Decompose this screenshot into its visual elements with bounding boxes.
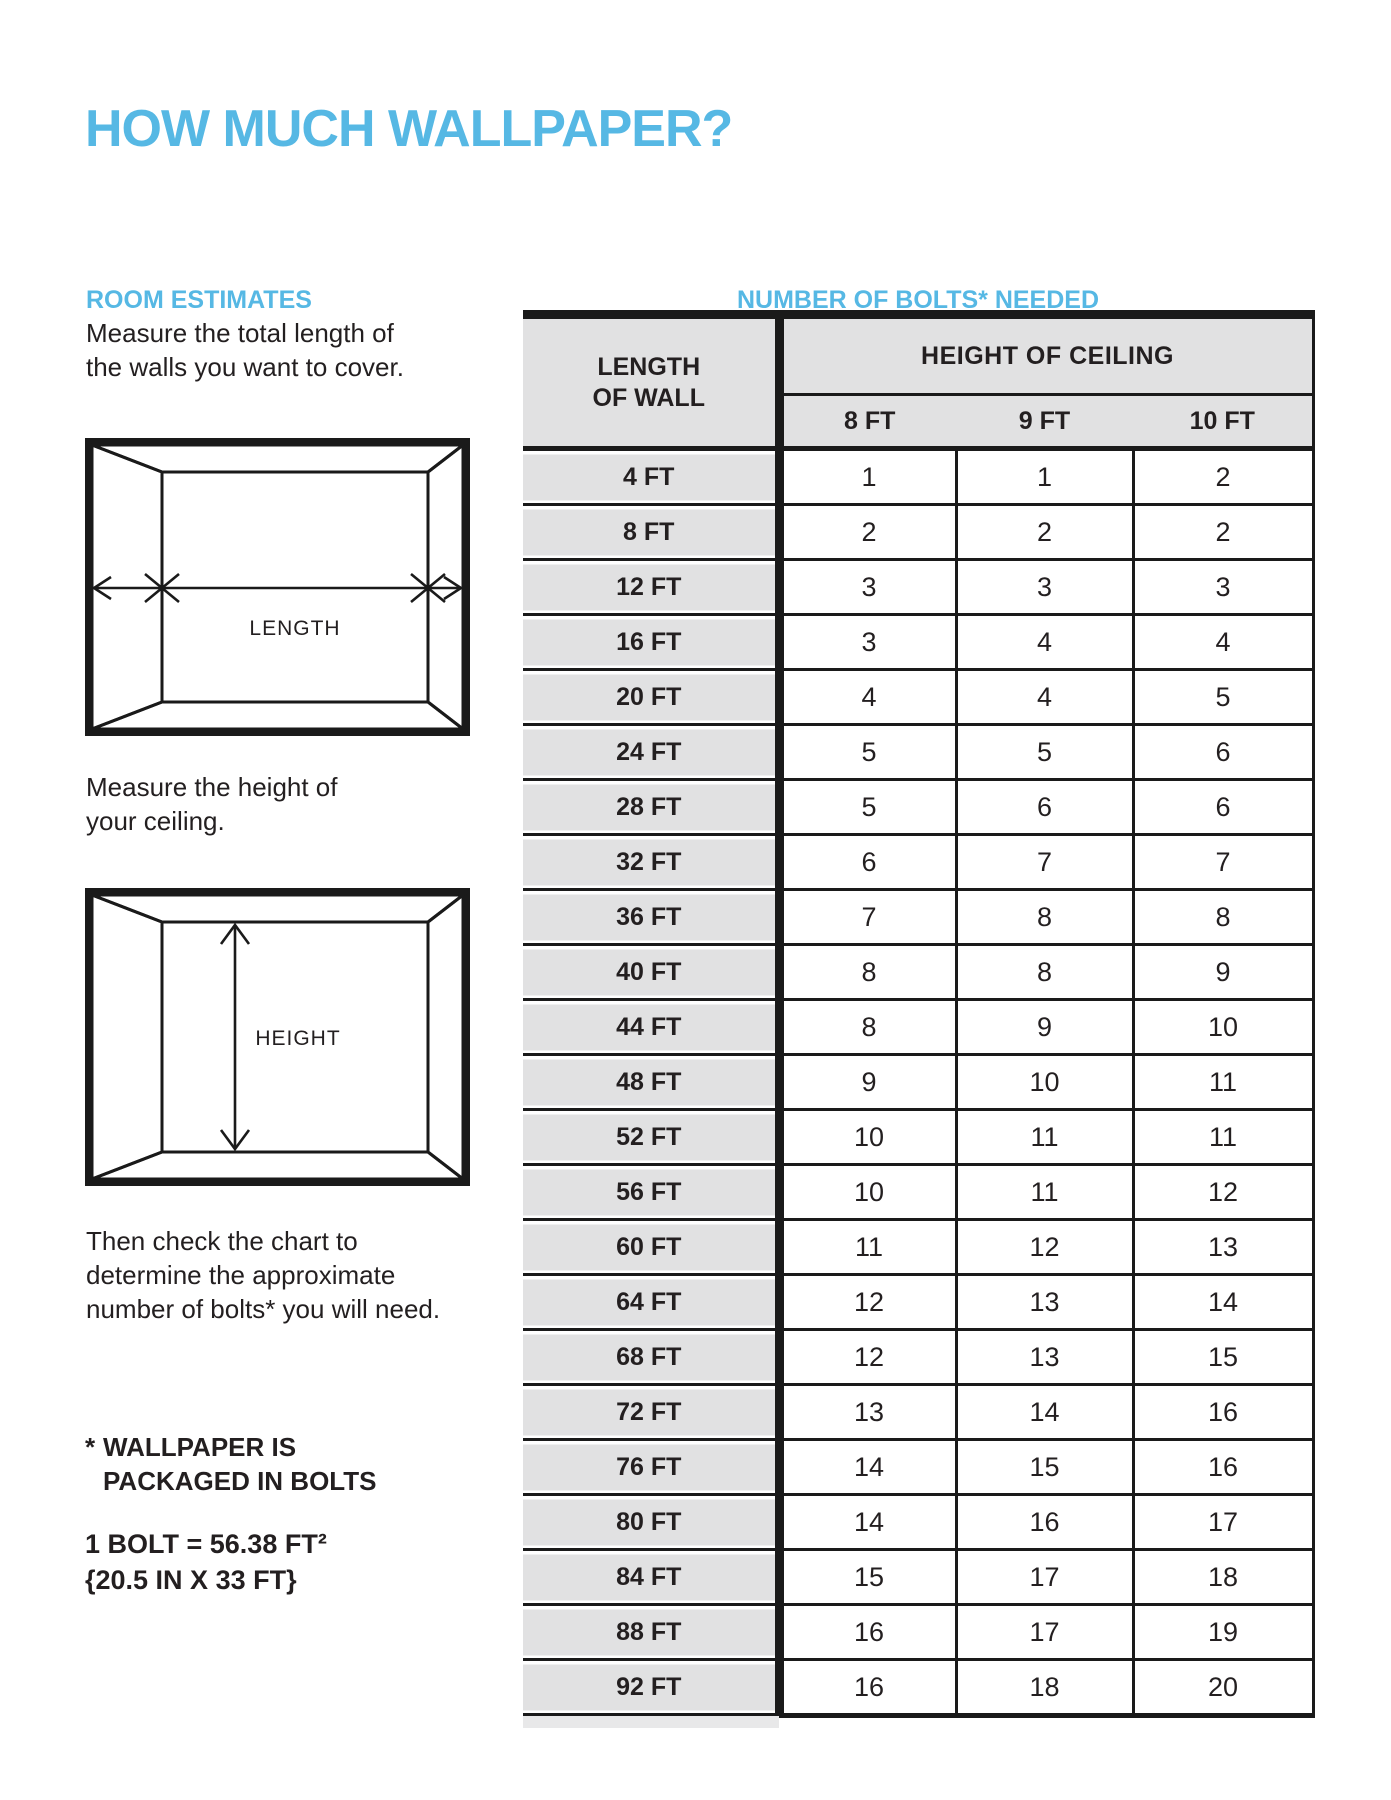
asterisk-marker: * [85, 1432, 96, 1462]
bolt-count-cell: 11 [956, 1165, 1133, 1220]
bolt-count-cell: 3 [779, 615, 956, 670]
table-row [523, 1275, 1313, 1330]
col-header-8ft: 8 FT [779, 395, 956, 449]
bolt-count-cell: 16 [956, 1495, 1133, 1550]
row-length-label: 4 FT [523, 449, 779, 505]
bolt-count-cell: 3 [1133, 560, 1313, 615]
bolt-count-cell: 13 [956, 1275, 1133, 1330]
bolt-spec-line: {20.5 IN X 33 FT} [85, 1565, 297, 1595]
row-length-label: 20 FT [523, 670, 779, 725]
row-length-label: 32 FT [523, 835, 779, 890]
footnote-text: WALLPAPER IS [103, 1432, 297, 1462]
bolt-count-cell: 5 [1133, 670, 1313, 725]
table-row [523, 1110, 1313, 1165]
table-body [523, 449, 1313, 1716]
table-tail-shade [523, 1716, 779, 1728]
bolt-count-cell: 5 [779, 780, 956, 835]
bolt-count-cell: 12 [1133, 1165, 1313, 1220]
bolt-count-cell: 10 [779, 1165, 956, 1220]
row-length-label: 68 FT [523, 1330, 779, 1385]
table-row [523, 725, 1313, 780]
row-length-label: 52 FT [523, 1110, 779, 1165]
bolt-count-cell: 2 [1133, 505, 1313, 560]
bolt-count-cell: 18 [1133, 1550, 1313, 1605]
table-row [523, 1440, 1313, 1495]
row-length-label: 16 FT [523, 615, 779, 670]
instruction-line: determine the approximate [86, 1260, 396, 1290]
bolt-count-cell: 1 [779, 449, 956, 505]
row-length-label: 48 FT [523, 1055, 779, 1110]
bolt-count-cell: 9 [956, 1000, 1133, 1055]
room-estimates-heading: ROOM ESTIMATES [86, 285, 312, 314]
row-length-label: 64 FT [523, 1275, 779, 1330]
table-row [523, 1000, 1313, 1055]
bolt-count-cell: 14 [779, 1440, 956, 1495]
row-length-label: 56 FT [523, 1165, 779, 1220]
bolt-count-cell: 5 [779, 725, 956, 780]
bolt-count-cell: 13 [1133, 1220, 1313, 1275]
table-row [523, 835, 1313, 890]
bolt-count-cell: 4 [779, 670, 956, 725]
bolt-count-cell: 16 [779, 1660, 956, 1716]
bolt-count-cell: 13 [956, 1330, 1133, 1385]
table-row [523, 560, 1313, 615]
table-row [523, 1495, 1313, 1550]
bolt-count-cell: 10 [956, 1055, 1133, 1110]
bolt-count-cell: 12 [779, 1330, 956, 1385]
footnote-line: PACKAGED IN BOLTS [103, 1466, 377, 1496]
bolt-count-cell: 11 [1133, 1110, 1313, 1165]
bolt-count-cell: 4 [1133, 615, 1313, 670]
table-header [523, 315, 1313, 449]
bolt-count-cell: 14 [1133, 1275, 1313, 1330]
bolt-count-cell: 4 [956, 615, 1133, 670]
bolt-count-cell: 4 [956, 670, 1133, 725]
bolt-count-cell: 19 [1133, 1605, 1313, 1660]
room-length-diagram [85, 438, 470, 736]
height-of-ceiling-header: HEIGHT OF CEILING [779, 315, 1313, 395]
bolt-count-cell: 8 [956, 890, 1133, 945]
table-row [523, 1550, 1313, 1605]
bolt-count-cell: 16 [1133, 1440, 1313, 1495]
table-row [523, 1605, 1313, 1660]
row-length-label: 40 FT [523, 945, 779, 1000]
instruction-line: your ceiling. [86, 806, 225, 836]
bolt-count-cell: 11 [1133, 1055, 1313, 1110]
bolt-count-cell: 7 [956, 835, 1133, 890]
table-row [523, 890, 1313, 945]
bolt-count-cell: 9 [1133, 945, 1313, 1000]
col-header-10ft: 10 FT [1133, 395, 1313, 449]
instruction-line: number of bolts* you will need. [86, 1294, 441, 1324]
bolt-count-cell: 6 [956, 780, 1133, 835]
bolt-count-cell: 20 [1133, 1660, 1313, 1716]
bolt-count-cell: 12 [956, 1220, 1133, 1275]
bolt-spec-line: 1 BOLT = 56.38 FT² [85, 1529, 327, 1559]
table-row [523, 1220, 1313, 1275]
table-row [523, 505, 1313, 560]
bolt-count-cell: 10 [779, 1110, 956, 1165]
row-length-label: 88 FT [523, 1605, 779, 1660]
height-label: HEIGHT [255, 1027, 341, 1050]
bolt-count-cell: 2 [1133, 449, 1313, 505]
row-length-label: 80 FT [523, 1495, 779, 1550]
bolt-count-cell: 8 [779, 945, 956, 1000]
bolt-count-cell: 2 [956, 505, 1133, 560]
table-row [523, 780, 1313, 835]
table-row [523, 670, 1313, 725]
bolts-needed-table [523, 310, 1315, 1718]
bolts-needed-heading: NUMBER OF BOLTS* NEEDED [736, 285, 1100, 314]
col-header-9ft: 9 FT [956, 395, 1133, 449]
bolt-count-cell: 12 [779, 1275, 956, 1330]
header-line: LENGTH [597, 352, 701, 381]
bolt-count-cell: 18 [956, 1660, 1133, 1716]
bolt-count-cell: 6 [1133, 725, 1313, 780]
bolt-count-cell: 3 [956, 560, 1133, 615]
floor-label: FLOOR [256, 705, 334, 728]
bolt-count-cell: 7 [1133, 835, 1313, 890]
bolt-count-cell: 3 [779, 560, 956, 615]
bolt-count-cell: 8 [956, 945, 1133, 1000]
row-length-label: 72 FT [523, 1385, 779, 1440]
instruction-line: Measure the height of [86, 772, 338, 802]
instruction-line: Then check the chart to [86, 1226, 358, 1256]
instruction-step-2 [86, 770, 338, 838]
bolt-count-cell: 5 [956, 725, 1133, 780]
bolt-count-cell: 17 [1133, 1495, 1313, 1550]
bolt-count-cell: 10 [1133, 1000, 1313, 1055]
table-row [523, 1165, 1313, 1220]
table-row [523, 615, 1313, 670]
table-row [523, 1055, 1313, 1110]
bolt-count-cell: 8 [779, 1000, 956, 1055]
bolt-count-cell: 14 [779, 1495, 956, 1550]
table-row [523, 1660, 1313, 1716]
bolt-count-cell: 16 [779, 1605, 956, 1660]
row-length-label: 44 FT [523, 1000, 779, 1055]
bolt-spec [85, 1526, 327, 1598]
bolt-count-cell: 6 [779, 835, 956, 890]
row-length-label: 12 FT [523, 560, 779, 615]
bolt-count-cell: 7 [779, 890, 956, 945]
row-length-label: 60 FT [523, 1220, 779, 1275]
instruction-step-1 [86, 316, 404, 384]
ceiling-label: CEILING [249, 448, 341, 471]
length-of-wall-header [523, 315, 779, 449]
bolt-count-cell: 8 [1133, 890, 1313, 945]
room-height-diagram [85, 888, 470, 1186]
row-length-label: 36 FT [523, 890, 779, 945]
row-length-label: 84 FT [523, 1550, 779, 1605]
bolt-count-cell: 11 [779, 1220, 956, 1275]
bolt-count-cell: 14 [956, 1385, 1133, 1440]
instruction-step-3 [86, 1224, 440, 1326]
table-header-row [523, 315, 1313, 395]
table-row [523, 449, 1313, 505]
bolt-count-cell: 15 [956, 1440, 1133, 1495]
bolt-count-cell: 6 [1133, 780, 1313, 835]
bolt-count-cell: 9 [779, 1055, 956, 1110]
row-length-label: 24 FT [523, 725, 779, 780]
bolt-count-cell: 13 [779, 1385, 956, 1440]
length-label: LENGTH [249, 617, 341, 640]
bolt-count-cell: 17 [956, 1550, 1133, 1605]
row-length-label: 92 FT [523, 1660, 779, 1716]
page-title: HOW MUCH WALLPAPER? [85, 99, 733, 158]
table-row [523, 945, 1313, 1000]
bolt-count-cell: 15 [779, 1550, 956, 1605]
footnote-line [85, 1430, 376, 1464]
bolt-count-cell: 11 [956, 1110, 1133, 1165]
ceiling-label: CEILING [249, 898, 341, 921]
instruction-line: Measure the total length of [86, 318, 394, 348]
table-row [523, 1330, 1313, 1385]
bolt-count-cell: 15 [1133, 1330, 1313, 1385]
bolt-count-cell: 16 [1133, 1385, 1313, 1440]
header-line: OF WALL [592, 383, 705, 412]
bolt-count-cell: 1 [956, 449, 1133, 505]
row-length-label: 8 FT [523, 505, 779, 560]
bolt-count-cell: 17 [956, 1605, 1133, 1660]
row-length-label: 28 FT [523, 780, 779, 835]
floor-label: FLOOR [256, 1155, 334, 1178]
bolt-count-cell: 2 [779, 505, 956, 560]
row-length-label: 76 FT [523, 1440, 779, 1495]
instruction-line: the walls you want to cover. [86, 352, 404, 382]
table-row [523, 1385, 1313, 1440]
bolts-footnote [85, 1430, 376, 1498]
